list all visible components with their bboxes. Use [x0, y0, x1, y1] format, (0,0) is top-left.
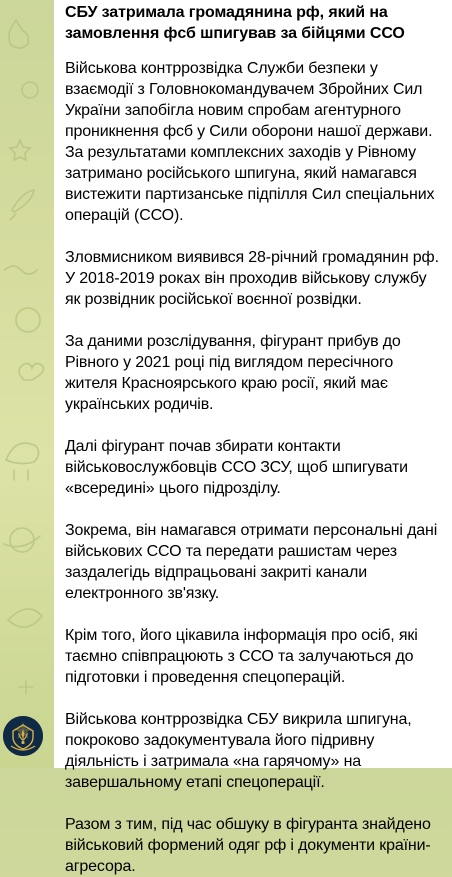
message-paragraph: Далі фігурант почав збирати контакти військовослужбовців ССО ЗСУ, щоб шпигувати «всередині» цього підрозділу. [65, 438, 408, 497]
doodle-circle-icon [22, 82, 38, 98]
message-bubble[interactable] [54, 0, 452, 875]
message-paragraph: Військова контррозвідка Служби безпеки у взаємодії з Головнокомандувачем Збройних Сил України запобігла новим спробам агентурного проникнення фсб у Сили оборони нашої держави. За результатами комплексних заходів у Рівному затримано російського шпигуна, який намагався вистежити партизанське підпілля Сил спеціальних операцій (ССО). [65, 60, 435, 224]
message-paragraph: Разом з тим, під час обшуку в фігуранта знайдено військовий формений одяг рф і документи країни-агресора. [65, 816, 431, 875]
doodle-rocket-icon [10, 190, 34, 220]
message-paragraph: Крім того, його цікавила інформація про осіб, які таємно співпрацюють з ССО та залучаються до підготовки і проведення спецоперацій. [65, 627, 418, 686]
message-paragraph: Зловмисником виявився 28-річний громадянин рф. У 2018-2019 роках він проходив військову службу як розвідник російської воєнної розвідки. [65, 249, 439, 308]
sbu-emblem-icon [3, 716, 43, 756]
doodle-planet-icon [4, 528, 40, 552]
doodle-leaf-icon [8, 609, 42, 627]
doodle-cat-icon [9, 20, 28, 48]
doodle-wave-icon [5, 266, 37, 274]
doodle-ring-icon [16, 308, 40, 332]
doodle-dino-icon [6, 443, 39, 480]
doodle-star-icon [10, 140, 30, 160]
channel-avatar[interactable] [3, 716, 43, 756]
message-title: СБУ затримала громадянина рф, який на замовлення фсб шпигував за бійцями ССО [65, 4, 405, 42]
doodle-heart-icon [19, 364, 44, 381]
message-paragraph: Військова контррозвідка СБУ викрила шпигуна, покроково задокументувала його підривну діяльність і затримала «на гарячому» на завершальному етапі спецоперації. [65, 711, 412, 791]
message-paragraph: За даними розслідування, фігурант прибув до Рівного у 2021 році під виглядом пересічного жителя Красноярського краю росії, який має українських родичів. [65, 333, 401, 413]
doodle-spark-icon [19, 680, 33, 694]
message-paragraph: Зокрема, він намагався отримати персональні дані військових ССО та передати рашистам через заздалегідь відпрацьовані закриті канали електронного зв'язку. [65, 522, 438, 602]
